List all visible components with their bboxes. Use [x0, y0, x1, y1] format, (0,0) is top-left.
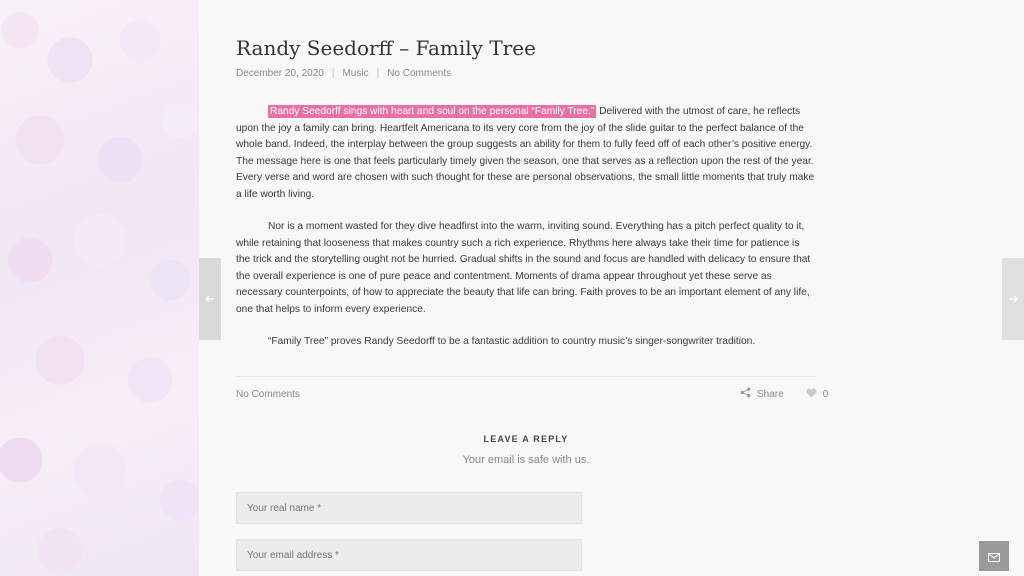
post-body — [236, 104, 816, 367]
category-link[interactable]: Music — [342, 68, 369, 79]
next-post-button[interactable] — [1002, 258, 1024, 340]
highlighted-text: Randy Seedorff sings with heart and soul on the personal “Family Tree.” — [270, 106, 595, 117]
email-field[interactable] — [236, 539, 582, 571]
comments-link[interactable]: No Comments — [236, 389, 300, 400]
heart-icon[interactable] — [806, 388, 817, 401]
post-meta — [236, 68, 451, 79]
paragraph-1 — [236, 104, 816, 203]
post-date: December 20, 2020 — [236, 68, 324, 79]
comments-meta-link[interactable]: No Comments — [387, 68, 452, 79]
like-count: 0 — [822, 388, 829, 400]
reply-heading: LEAVE A REPLY — [483, 434, 569, 444]
meta-separator: | — [331, 68, 335, 79]
name-field[interactable] — [236, 492, 582, 524]
paragraph-3: “Family Tree” proves Randy Seedorff to be a fantastic addition to country music’s singer-songwriter tradition. — [268, 336, 756, 347]
divider — [236, 376, 816, 377]
reply-subtitle: Your email is safe with us. — [462, 454, 590, 466]
mail-button[interactable] — [979, 541, 1009, 571]
mail-icon — [988, 547, 1000, 566]
arrow-right-icon — [1008, 293, 1018, 306]
post-title: Randy Seedorff – Family Tree — [236, 36, 536, 60]
arrow-left-icon — [205, 293, 215, 306]
meta-separator: | — [376, 68, 380, 79]
paragraph-2: Nor is a moment wasted for they dive headfirst into the warm, inviting sound. Everything has a pitch perfect quality to it, while retaining that looseness that makes country such a rich experience. Rhythms here always take their time for patience is the trick and the storytelling ought not be hurried. Gradual shifts in the sound and focus are handled with delicacy to ensure that the overall experience is one of pure peace and contentment. Moments of drama appear throughout yet these serve as necessary counterpoints, of how to appreciate the beauty that life can bring. Faith proves to be an important element of any life, one that helps to inform every experience. — [236, 221, 811, 315]
paragraph-1-text: Delivered with the utmost of care, he reflects upon the joy a family can bring. Heartfelt Americana to its very core from the joy of the slide guitar to the perfect balance of the whole band. Indeed, the interplay between the group suggests an ability for them to fully feed off of each other’s positive energy. The message here is one that feels particularly timely given the season, one that serves as a reflection upon the rest of the year. Every verse and word are chosen with such thought for these are personal observations, the small little moments that truly make a life worth living. — [236, 106, 815, 200]
share-button[interactable]: Share — [757, 388, 784, 400]
decorative-background — [0, 0, 200, 576]
prev-post-button[interactable] — [199, 258, 221, 340]
share-icon[interactable] — [740, 387, 751, 401]
post-actions — [740, 387, 828, 401]
